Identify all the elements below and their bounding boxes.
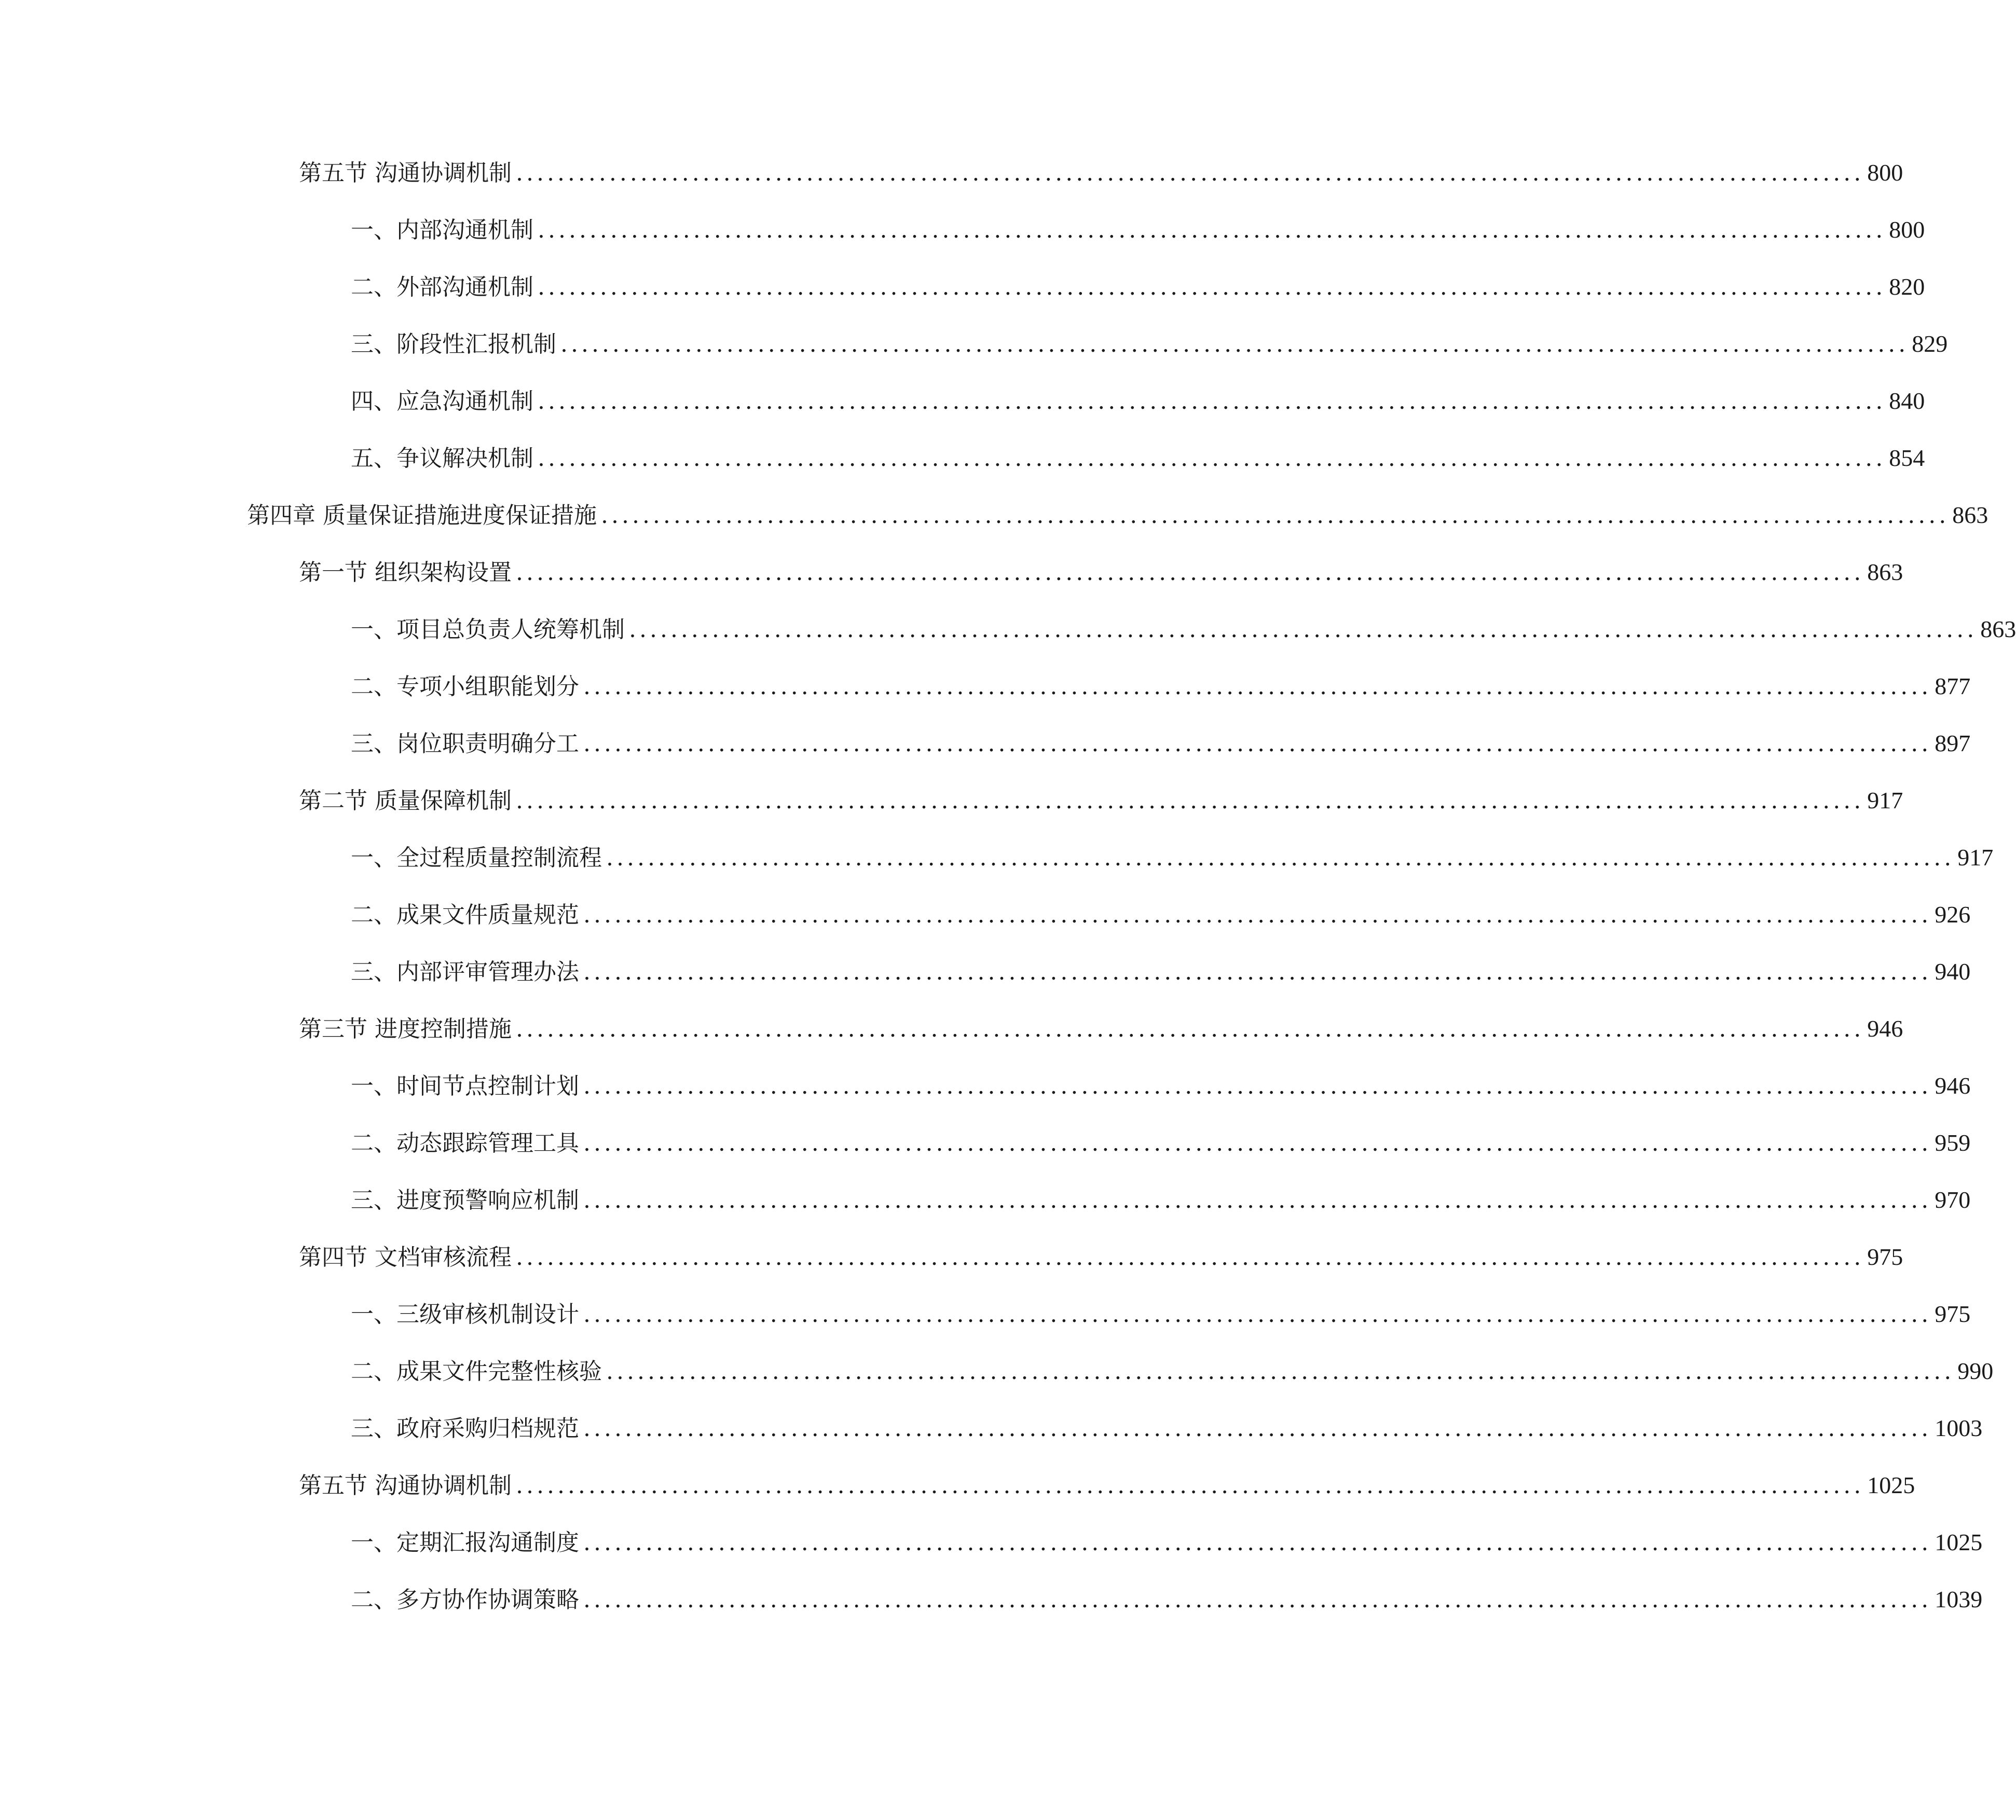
toc-page-number: 1025 xyxy=(1867,1472,1915,1498)
toc-entry-title: 争议解决机制 xyxy=(396,445,533,472)
dot-leader: .................................................................................................................................. xyxy=(583,1587,1932,1613)
dot-leader: .................................................................................................................................. xyxy=(516,1472,1864,1499)
toc-entry-number: 二、 xyxy=(351,1358,396,1385)
dot-leader: .................................................................................................................................. xyxy=(583,1529,1932,1556)
toc-entry-number: 一、 xyxy=(351,1529,396,1556)
toc-entry-section[interactable] xyxy=(299,155,1903,191)
toc-entry-item[interactable] xyxy=(351,440,1925,476)
toc-entry-number: 三、 xyxy=(351,959,396,985)
toc-entry-title: 三级审核机制设计 xyxy=(396,1301,579,1328)
toc-entry-item[interactable] xyxy=(351,212,1925,248)
dot-leader: .................................................................................................................................. xyxy=(516,559,1864,586)
toc-page-number: 1025 xyxy=(1935,1529,1983,1555)
toc-page-number: 975 xyxy=(1867,1244,1903,1270)
dot-leader: .................................................................................................................................. xyxy=(583,1073,1932,1099)
toc-page-number: 897 xyxy=(1935,730,1971,756)
toc-page-number: 940 xyxy=(1935,958,1971,985)
dot-leader: .................................................................................................................................. xyxy=(560,331,1909,357)
toc-page-number: 800 xyxy=(1867,159,1903,186)
dot-leader: .................................................................................................................................. xyxy=(583,730,1932,757)
toc-entry-item[interactable] xyxy=(351,1068,1971,1104)
toc-page-number: 917 xyxy=(1867,787,1903,814)
toc-page-number: 1039 xyxy=(1935,1586,1983,1612)
toc-entry-item[interactable] xyxy=(351,1581,1983,1618)
dot-leader: .................................................................................................................................. xyxy=(538,274,1886,300)
dot-leader: .................................................................................................................................. xyxy=(538,445,1886,472)
toc-entry-number: 二、 xyxy=(351,673,396,700)
dot-leader: .................................................................................................................................. xyxy=(583,902,1932,928)
toc-entry-section[interactable] xyxy=(299,1011,1903,1047)
toc-entry-number: 三、 xyxy=(351,331,396,357)
toc-entry-title: 内部沟通机制 xyxy=(396,217,533,243)
dot-leader: .................................................................................................................................. xyxy=(538,388,1886,415)
dot-leader: .................................................................................................................................. xyxy=(606,1358,1955,1385)
toc-entry-item[interactable] xyxy=(351,269,1925,305)
toc-page-number: 959 xyxy=(1935,1129,1971,1156)
toc-entry-title: 政府采购归档规范 xyxy=(396,1415,579,1442)
toc-page-number: 970 xyxy=(1935,1187,1971,1213)
toc-entry-item[interactable] xyxy=(351,1182,1971,1218)
toc-entry-title: 第三节 进度控制措施 xyxy=(299,1016,512,1042)
toc-entry-number: 二、 xyxy=(351,902,396,928)
toc-entry-number: 一、 xyxy=(351,845,396,871)
toc-entry-title: 定期汇报沟通制度 xyxy=(396,1529,579,1556)
toc-entry-item[interactable] xyxy=(351,668,1971,705)
toc-entry-title: 阶段性汇报机制 xyxy=(396,331,556,357)
toc-entry-title: 应急沟通机制 xyxy=(396,388,533,415)
toc-entry-number: 一、 xyxy=(351,217,396,243)
toc-entry-title: 多方协作协调策略 xyxy=(396,1587,579,1613)
dot-leader: .................................................................................................................................. xyxy=(583,1130,1932,1156)
toc-page-number: 820 xyxy=(1889,273,1925,300)
toc-entry-item[interactable] xyxy=(351,383,1925,419)
toc-page-number: 863 xyxy=(1980,616,2016,642)
toc-entry-section[interactable] xyxy=(299,554,1903,590)
toc-entry-title: 全过程质量控制流程 xyxy=(396,845,602,871)
toc-entry-title: 第二节 质量保障机制 xyxy=(299,788,512,814)
toc-entry-item[interactable] xyxy=(351,1125,1971,1161)
toc-entry-number: 一、 xyxy=(351,1073,396,1099)
toc-page-number: 863 xyxy=(1867,559,1903,585)
toc-entry-title: 成果文件质量规范 xyxy=(396,902,579,928)
toc-entry-title: 成果文件完整性核验 xyxy=(396,1358,602,1385)
toc-entry-item[interactable] xyxy=(351,1524,1983,1561)
toc-entry-number: 五、 xyxy=(351,445,396,472)
toc-page-number: 1003 xyxy=(1935,1415,1983,1441)
toc-entry-title: 第五节 沟通协调机制 xyxy=(299,1472,512,1499)
toc-entry-item[interactable] xyxy=(351,1353,1994,1389)
toc-entry-section[interactable] xyxy=(299,1467,1915,1504)
toc-entry-title: 项目总负责人统筹机制 xyxy=(396,616,625,643)
toc-entry-title: 专项小组职能划分 xyxy=(396,673,579,700)
toc-page-number: 829 xyxy=(1912,330,1948,357)
toc-page-number: 946 xyxy=(1867,1015,1903,1042)
toc-entry-number: 二、 xyxy=(351,274,396,300)
toc-page-number: 926 xyxy=(1935,901,1971,928)
toc-entry-item[interactable] xyxy=(351,611,2016,647)
dot-leader: .................................................................................................................................. xyxy=(516,160,1864,186)
toc-entry-title: 第四章 质量保证措施进度保证措施 xyxy=(247,502,597,529)
toc-entry-item[interactable] xyxy=(351,954,1971,990)
dot-leader: .................................................................................................................................. xyxy=(583,1415,1932,1442)
toc-entry-title: 第五节 沟通协调机制 xyxy=(299,160,512,186)
toc-entry-title: 进度预警响应机制 xyxy=(396,1187,579,1214)
dot-leader: .................................................................................................................................. xyxy=(601,502,1950,529)
toc-entry-item[interactable] xyxy=(351,1410,1983,1446)
toc-entry-item[interactable] xyxy=(351,897,1971,933)
dot-leader: .................................................................................................................................. xyxy=(583,1301,1932,1328)
toc-entry-number: 四、 xyxy=(351,388,396,415)
dot-leader: .................................................................................................................................. xyxy=(583,959,1932,985)
dot-leader: .................................................................................................................................. xyxy=(606,845,1955,871)
toc-page-number: 990 xyxy=(1957,1358,1994,1384)
toc-entry-title: 第四节 文档审核流程 xyxy=(299,1244,512,1271)
toc-entry-number: 二、 xyxy=(351,1130,396,1156)
toc-page-number: 917 xyxy=(1957,844,1994,871)
dot-leader: .................................................................................................................................. xyxy=(516,1016,1864,1042)
toc-page-number: 800 xyxy=(1889,216,1925,243)
toc-page-number: 840 xyxy=(1889,388,1925,414)
toc-entry-title: 岗位职责明确分工 xyxy=(396,730,579,757)
toc-page-number: 946 xyxy=(1935,1072,1971,1099)
dot-leader: .................................................................................................................................. xyxy=(516,788,1864,814)
dot-leader: .................................................................................................................................. xyxy=(583,673,1932,700)
toc-page-number: 975 xyxy=(1935,1301,1971,1327)
toc-entry-section[interactable] xyxy=(299,1239,1903,1275)
toc-entry-number: 二、 xyxy=(351,1587,396,1613)
toc-entry-number: 一、 xyxy=(351,616,396,643)
dot-leader: .................................................................................................................................. xyxy=(538,217,1886,243)
toc-entry-number: 三、 xyxy=(351,1187,396,1214)
toc-entry-item[interactable] xyxy=(351,326,1948,362)
toc-entry-item[interactable] xyxy=(351,839,1994,876)
dot-leader: .................................................................................................................................. xyxy=(516,1244,1864,1271)
toc-page-number: 877 xyxy=(1935,673,1971,699)
toc-entry-title: 时间节点控制计划 xyxy=(396,1073,579,1099)
toc-entry-title: 动态跟踪管理工具 xyxy=(396,1130,579,1156)
toc-entry-number: 一、 xyxy=(351,1301,396,1328)
dot-leader: .................................................................................................................................. xyxy=(583,1187,1932,1214)
toc-entry-number: 三、 xyxy=(351,1415,396,1442)
toc-entry-number: 三、 xyxy=(351,730,396,757)
toc-entry-title: 第一节 组织架构设置 xyxy=(299,559,512,586)
toc-entry-item[interactable] xyxy=(351,725,1971,762)
toc-entry-title: 外部沟通机制 xyxy=(396,274,533,300)
toc-page-number: 863 xyxy=(1952,502,1988,528)
toc-entry-section[interactable] xyxy=(299,782,1903,819)
toc-entry-title: 内部评审管理办法 xyxy=(396,959,579,985)
toc-page-number: 854 xyxy=(1889,445,1925,471)
toc-entry-item[interactable] xyxy=(351,1296,1971,1332)
toc-entry-chapter[interactable] xyxy=(247,497,1988,533)
dot-leader: .................................................................................................................................. xyxy=(629,616,1978,643)
